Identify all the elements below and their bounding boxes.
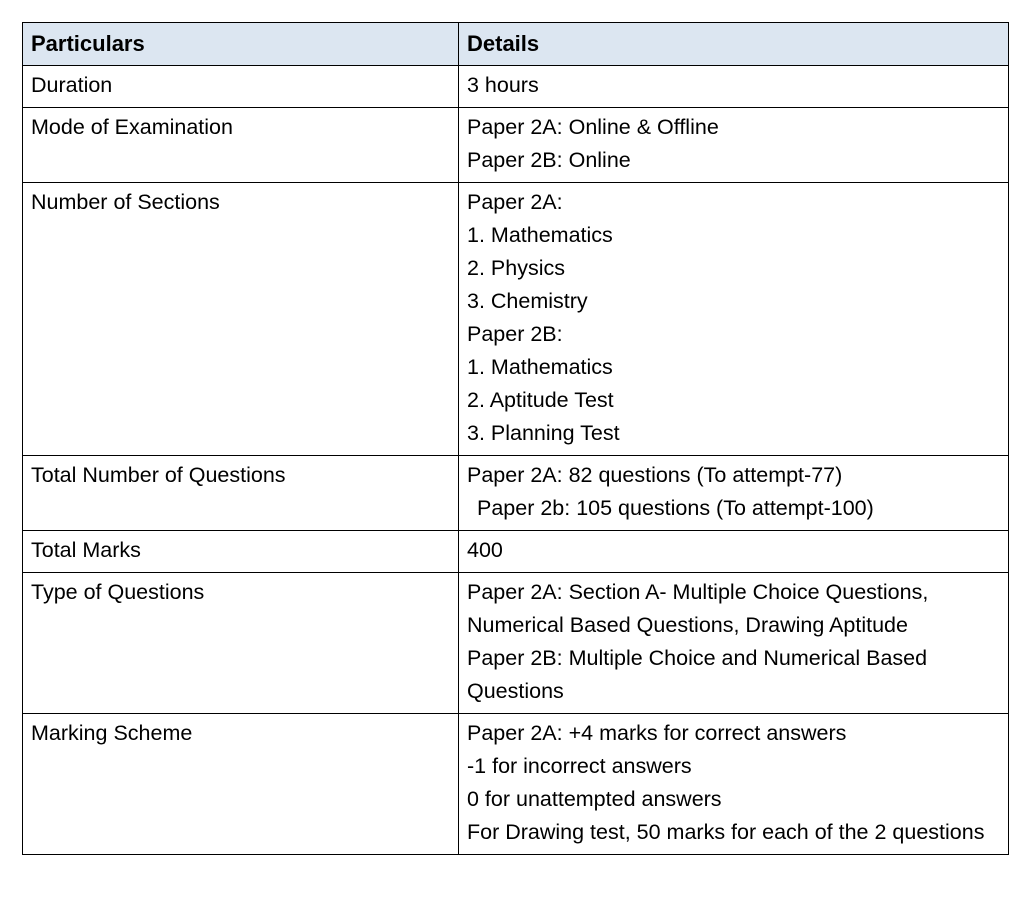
detail-line: Paper 2B: Multiple Choice and Numerical Based Questions xyxy=(467,646,934,703)
detail-line: 3 hours xyxy=(467,73,539,97)
table-row xyxy=(23,531,1009,573)
detail-line: Paper 2A: Online & Offline xyxy=(467,115,719,139)
row-label-total-number-of-questions: Total Number of Questions xyxy=(23,456,459,531)
detail-line: 1. Mathematics xyxy=(467,355,613,379)
detail-line: For Drawing test, 50 marks for each of the 2 questions xyxy=(467,820,985,844)
table-header-row xyxy=(23,23,1009,66)
detail-line: Paper 2b: 105 questions (To attempt-100) xyxy=(477,496,874,520)
detail-line: Paper 2A: 82 questions (To attempt-77) xyxy=(467,463,843,487)
detail-line: 400 xyxy=(467,538,503,562)
detail-line: Paper 2B: xyxy=(467,322,563,346)
row-details-duration xyxy=(459,66,1009,108)
table-body xyxy=(23,66,1009,855)
detail-line: Paper 2A: xyxy=(467,190,563,214)
row-details-mode-of-examination xyxy=(459,108,1009,183)
table-row xyxy=(23,183,1009,456)
column-header-particulars: Particulars xyxy=(23,23,459,66)
row-details-total-number-of-questions xyxy=(459,456,1009,531)
row-label-type-of-questions: Type of Questions xyxy=(23,573,459,714)
detail-line: 2. Physics xyxy=(467,256,565,280)
row-details-marking-scheme xyxy=(459,714,1009,855)
table-row xyxy=(23,456,1009,531)
table-row xyxy=(23,573,1009,714)
row-label-duration: Duration xyxy=(23,66,459,108)
row-details-type-of-questions xyxy=(459,573,1009,714)
row-label-marking-scheme: Marking Scheme xyxy=(23,714,459,855)
detail-line: 0 for unattempted answers xyxy=(467,787,722,811)
detail-line: 3. Planning Test xyxy=(467,421,620,445)
table-header xyxy=(23,23,1009,66)
row-label-number-of-sections: Number of Sections xyxy=(23,183,459,456)
row-label-total-marks: Total Marks xyxy=(23,531,459,573)
row-details-total-marks xyxy=(459,531,1009,573)
exam-pattern-table xyxy=(22,22,1009,855)
detail-line: Paper 2B: Online xyxy=(467,148,631,172)
detail-line: -1 for incorrect answers xyxy=(467,754,692,778)
detail-line: 1. Mathematics xyxy=(467,223,613,247)
row-label-mode-of-examination: Mode of Examination xyxy=(23,108,459,183)
detail-line: Paper 2A: Section A- Multiple Choice Questions, Numerical Based Questions, Drawing Aptitude xyxy=(467,580,935,637)
detail-line: Paper 2A: +4 marks for correct answers xyxy=(467,721,847,745)
detail-line: 3. Chemistry xyxy=(467,289,588,313)
column-header-details: Details xyxy=(459,23,1009,66)
table-row xyxy=(23,714,1009,855)
table-row xyxy=(23,66,1009,108)
table-row xyxy=(23,108,1009,183)
row-details-number-of-sections xyxy=(459,183,1009,456)
detail-line: 2. Aptitude Test xyxy=(467,388,614,412)
